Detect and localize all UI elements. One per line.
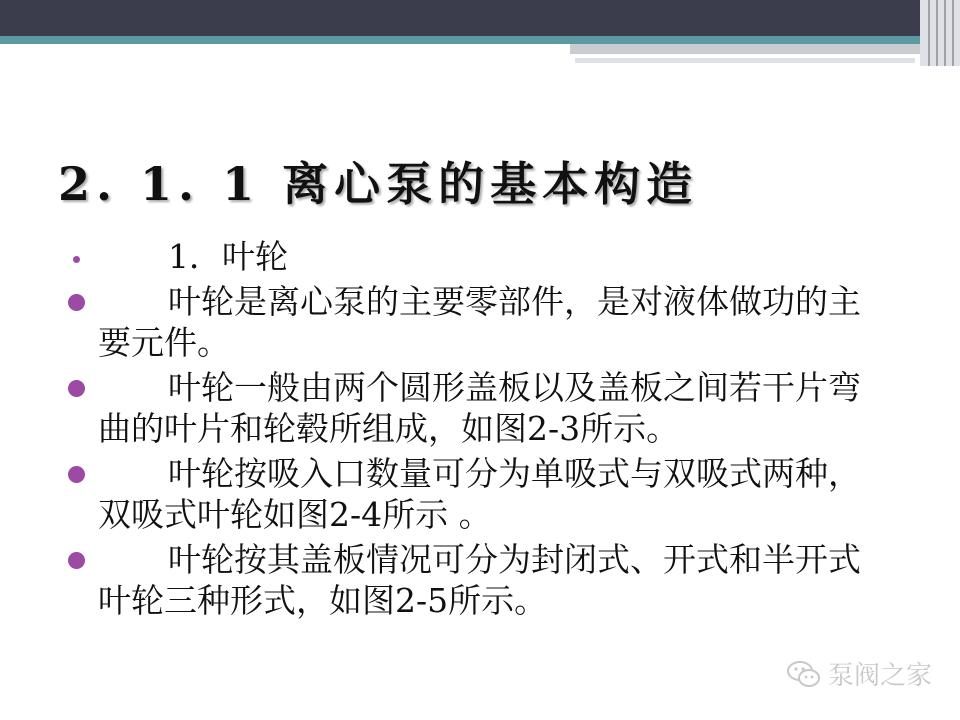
teal-accent-band xyxy=(0,36,920,44)
bullet-item xyxy=(68,236,888,277)
bullet-dot-icon xyxy=(68,294,85,311)
bullet-text: 叶轮一般由两个圆形盖板以及盖板之间若干片弯曲的叶片和轮毂所组成，如图2-3所示。 xyxy=(98,368,861,448)
top-decorative-bar xyxy=(0,0,960,36)
right-decorative-stripes xyxy=(920,0,960,66)
bullet-text: 叶轮按吸入口数量可分为单吸式与双吸式两种，双吸式叶轮如图2-4所示 。 xyxy=(98,454,861,534)
bullet-dot-icon xyxy=(68,466,85,483)
grey-accent-band xyxy=(570,44,920,54)
bullet-dot-icon xyxy=(68,552,85,569)
bullet-item xyxy=(68,367,888,449)
watermark-text: 泵阀之家 xyxy=(827,661,932,691)
bullet-text: 叶轮是离心泵的主要零部件，是对液体做功的主要元件。 xyxy=(98,282,861,362)
bullet-item xyxy=(68,453,888,535)
grey-accent-line xyxy=(575,58,915,63)
bullet-dot-icon xyxy=(68,380,85,397)
watermark xyxy=(786,655,932,692)
bullet-item xyxy=(68,281,888,363)
slide-title: 2. 1. 1 离心泵的基本构造 xyxy=(58,157,699,211)
wechat-icon xyxy=(786,659,822,689)
bullet-text: 1．叶轮 xyxy=(168,237,288,276)
bullet-item xyxy=(68,539,888,621)
bullet-text: 叶轮按其盖板情况可分为封闭式、开式和半开式叶轮三种形式，如图2-5所示。 xyxy=(98,540,861,620)
bullet-list xyxy=(68,236,888,625)
bullet-dot-icon xyxy=(73,256,80,263)
